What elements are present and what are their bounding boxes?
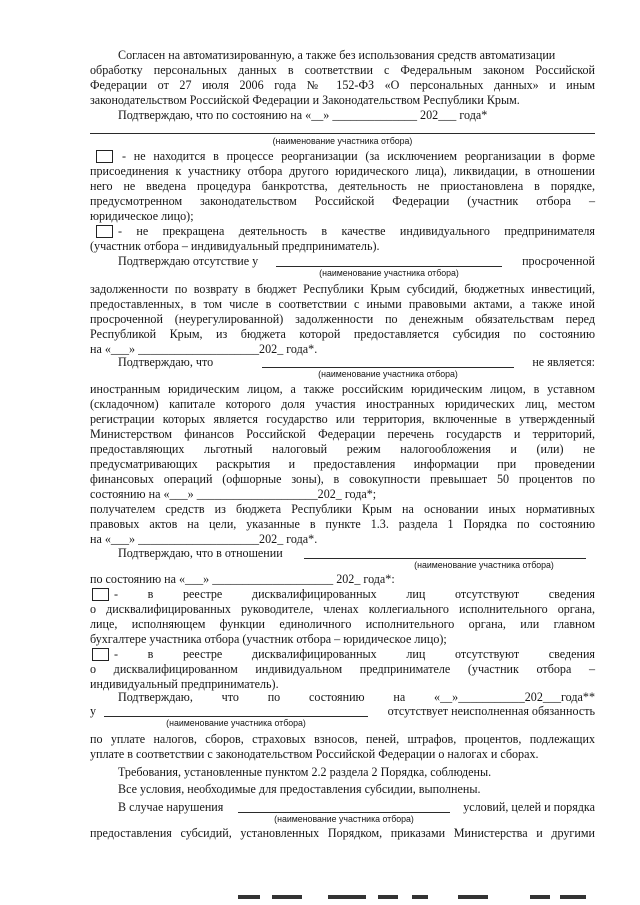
consent-line-1: Согласен на автоматизированную, а также без использования средств автоматизации: [118, 48, 556, 62]
violation-conditions: условий, целей и порядка: [463, 800, 595, 814]
disq-date-line: по состоянию на «___» ____________________ 202_ года*:: [90, 572, 395, 586]
reorg-line-2: присоединения к участнику отбора другого юридического лица), ликвидации, в отношении: [90, 164, 595, 178]
participant-name-field-6[interactable]: [238, 812, 450, 813]
conditions-line: Все условия, необходимые для предоставления субсидии, выполнены.: [118, 782, 481, 796]
participant-caption-1: (наименование участника отбора): [272, 136, 413, 146]
consent-line-3: Федерации от 27 июля 2006 года № 152-ФЗ «О персональных данных» и иным: [90, 78, 595, 92]
violation-label: В случае нарушения: [118, 800, 224, 814]
recipient-line-2: правовых актов на цели, указанные в пункте 1.3. раздела 1 Порядка по состоянию: [90, 517, 595, 531]
tax-confirm-line: Подтверждаю, что по состоянию на «__»___________202___года**: [118, 690, 595, 704]
tax-line-2: уплате в соответствии с законодательством Российской Федерации о налогах и сборах.: [90, 747, 539, 761]
disq-legal-line-1: - в реестре дисквалифицированных лиц отсутствуют сведения: [114, 587, 595, 601]
offshore-line-3: регистрации которых является государство или территория, включенные в утвержденный: [90, 412, 595, 426]
debt-line-3: просроченной (неурегулированной) задолженности по денежным обязательствам перед: [90, 312, 595, 326]
disq-legal-line-3: лице, исполняющем функции единоличного исполнительного органа, или главном: [90, 617, 595, 631]
participant-name-field-3[interactable]: [262, 367, 514, 368]
recipient-date-line: на «___» ____________________202_ года*.: [90, 532, 318, 546]
tax-line-1: по уплате налогов, сборов, страховых взносов, пеней, штрафов, процентов, подлежащих: [90, 732, 595, 746]
tax-u-prefix: у: [90, 704, 97, 718]
disq-ip-line-2: о дисквалифицированном индивидуальном предпринимателе (участник отбора –: [90, 662, 595, 676]
participant-name-field-4[interactable]: [304, 558, 586, 559]
participant-name-field-2[interactable]: [276, 266, 502, 267]
reorg-line-5: юридическое лицо);: [90, 209, 194, 223]
individual-activity-checkbox[interactable]: [96, 225, 113, 238]
offshore-line-5: предоставляющих льготный налоговый режим налогообложения и (или) не: [90, 442, 595, 456]
debt-confirm-label: Подтверждаю отсутствие у: [118, 254, 259, 268]
debt-line-1: задолженности по возврату в бюджет Республики Крым субсидий, бюджетных инвестиций,: [90, 282, 595, 296]
tax-obligation-text: отсутствует неисполненная обязанность: [387, 704, 595, 718]
disq-legal-line-4: бухгалтере участника отбора (участник отбора – юридическое лицо);: [90, 632, 447, 646]
disqualified-legal-checkbox[interactable]: [92, 588, 109, 601]
recipient-line-1: получателем средств из бюджета Республики Крым на основании иных нормативных: [90, 502, 595, 516]
ip-line-2: (участник отбора – индивидуальный предприниматель).: [90, 239, 380, 253]
disqualified-individual-checkbox[interactable]: [92, 648, 109, 661]
participant-name-field-5[interactable]: [104, 716, 368, 717]
disq-ip-line-1: - в реестре дисквалифицированных лиц отсутствуют сведения: [114, 647, 595, 661]
participant-caption-3: (наименование участника отбора): [318, 369, 458, 379]
participant-caption-4: (наименование участника отбора): [414, 560, 554, 570]
offshore-line-7: финансовых операций (офшорные зоны), в совокупности превышает 50 процентов по: [90, 472, 595, 486]
debt-overdue-word: просроченной: [522, 254, 595, 268]
consent-line-4: законодательством Российской Федерации и Законодательством Республики Крым.: [90, 93, 520, 107]
confirm-date-line-1: Подтверждаю, что по состоянию на «__» ______________ 202___ года*: [118, 108, 488, 122]
debt-line-4: Республикой Крым, из бюджета которой предоставляется субсидия по состоянию: [90, 327, 595, 341]
reorg-line-3: него не введена процедура банкротства, деятельность не приостановлена в порядке,: [90, 179, 595, 193]
reorg-line-1: - не находится в процессе реорганизации (за исключением реорганизации в форме: [122, 149, 595, 163]
participant-name-field-1[interactable]: [90, 133, 595, 134]
violation-line-2: предоставления субсидий, установленных Порядком, приказами Министерства и другими: [90, 826, 595, 840]
offshore-line-2: (складочном) капитале которого доля участия иностранных юридических лиц, местом: [90, 397, 595, 411]
offshore-date-line: состоянию на «___» ____________________202_ года*;: [90, 487, 377, 501]
reorganization-checkbox[interactable]: [96, 150, 113, 163]
disq-legal-line-2: о дисквалифицированных руководителе, членах коллегиального исполнительного органа,: [90, 602, 595, 616]
consent-line-2: обработку персональных данных в соответствии с Федеральным законом Российской: [90, 63, 595, 77]
participant-caption-6: (наименование участника отбора): [274, 814, 414, 824]
offshore-line-4: Министерством финансов Российской Федерации перечень государств и территорий,: [90, 427, 595, 441]
disq-ip-line-3: индивидуальный предприниматель).: [90, 677, 279, 691]
participant-caption-5: (наименование участника отбора): [166, 718, 306, 728]
reorg-line-4: предусмотренном законодательством Российской Федерации (участник отбора –: [90, 194, 595, 208]
offshore-not-is: не является:: [532, 355, 595, 369]
debt-date-line: на «___» ____________________202_ года*.: [90, 342, 318, 356]
disq-confirm-label: Подтверждаю, что в отношении: [118, 546, 283, 560]
offshore-confirm-label: Подтверждаю, что: [118, 355, 214, 369]
offshore-line-1: иностранным юридическим лицом, а также российским юридическим лицом, в уставном: [90, 382, 595, 396]
requirements-line: Требования, установленные пунктом 2.2 раздела 2 Порядка, соблюдены.: [118, 765, 492, 779]
ip-line-1: - не прекращена деятельность в качестве индивидуального предпринимателя: [118, 224, 595, 238]
participant-caption-2: (наименование участника отбора): [319, 268, 459, 278]
debt-line-2: предоставленных, в том числе в соответствии с иными правовыми актами, а также иной: [90, 297, 595, 311]
offshore-line-6: предусматривающих раскрытия и предоставления информации при проведении: [90, 457, 595, 471]
